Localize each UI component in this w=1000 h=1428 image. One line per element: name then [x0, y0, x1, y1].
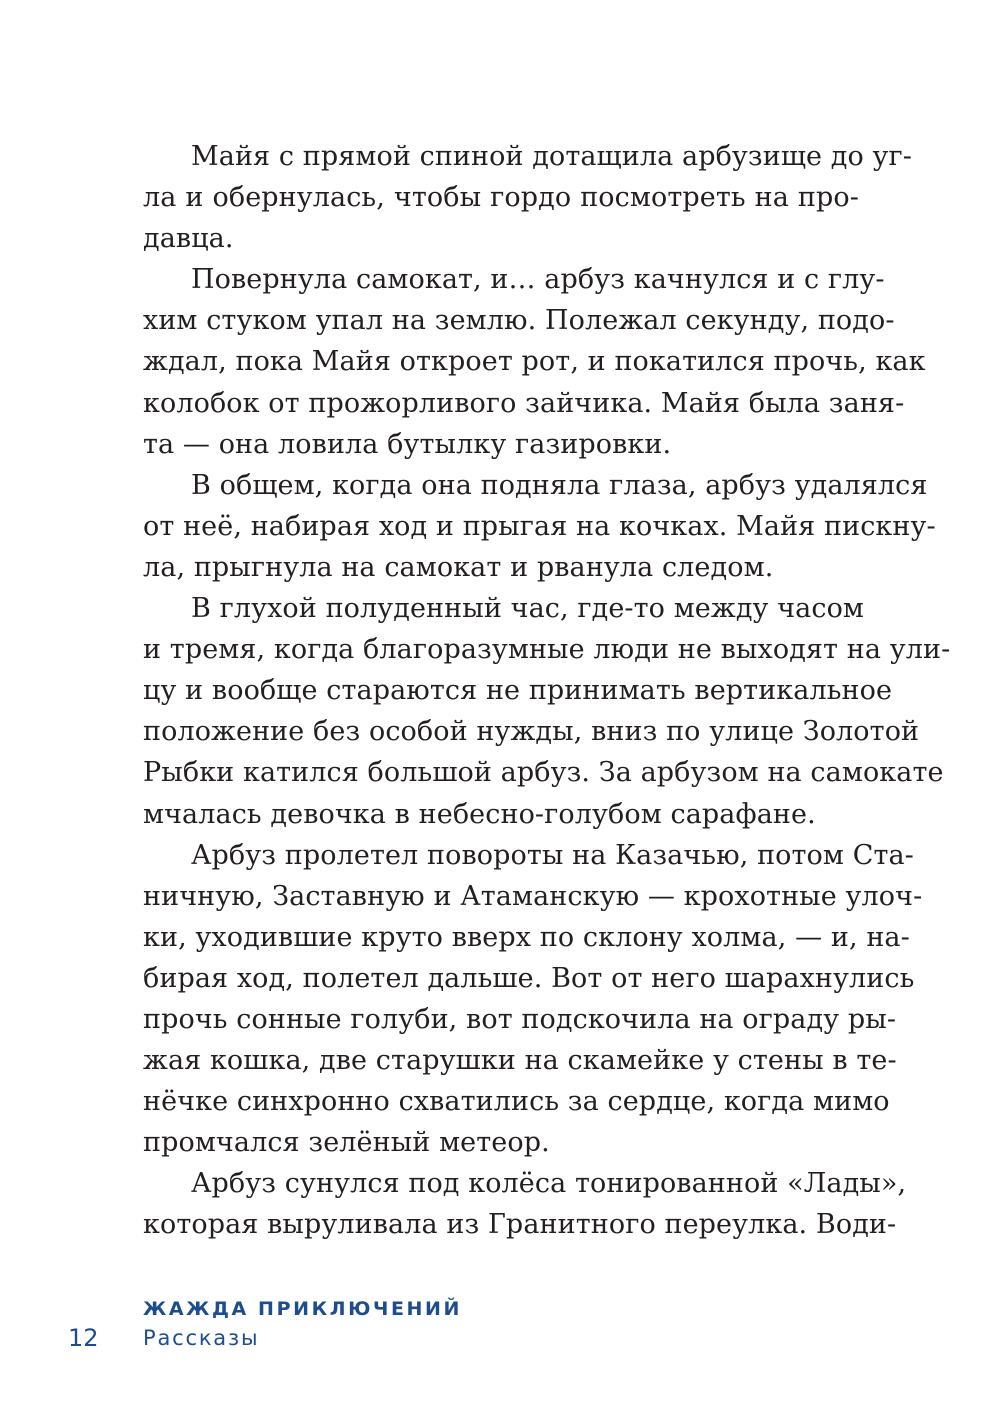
- page-number: 12: [68, 1324, 99, 1352]
- text-line: хим стуком упал на землю. Полежал секунду, подо-: [143, 305, 895, 337]
- text-line: и тремя, когда благоразумные люди не выходят на ули-: [143, 634, 951, 666]
- paragraph: [143, 465, 936, 588]
- text-line: промчался зелёный метеор.: [143, 1127, 550, 1159]
- text-line: положение без особой нужды, вниз по улице Золотой: [143, 716, 920, 748]
- text-line: В общем, когда она подняла глаза, арбуз удалялся: [191, 469, 928, 501]
- text-line: жая кошка, две старушки на скамейке у стены в те-: [143, 1045, 897, 1077]
- body-text: [143, 136, 951, 1246]
- text-line: прочь сонные голуби, вот подскочила на ограду ры-: [143, 1003, 897, 1035]
- paragraph: [143, 588, 951, 835]
- text-line: та — она ловила бутылку газировки.: [143, 428, 672, 460]
- text-line: давца.: [143, 223, 234, 255]
- text-line: ничную, Заставную и Атаманскую — крохотные улоч-: [143, 880, 923, 912]
- text-line: нёчке синхронно схватились за сердце, когда мимо: [143, 1086, 890, 1118]
- text-line: мчалась девочка в небесно-голубом сарафане.: [143, 798, 816, 830]
- text-line: Арбуз пролетел повороты на Казачью, потом Ста-: [191, 839, 914, 871]
- book-series-title: ЖАЖДА ПРИКЛЮЧЕНИЙ: [143, 1298, 463, 1320]
- paragraph: [143, 1163, 907, 1245]
- text-line: колобок от прожорливого зайчика. Майя была заня-: [143, 387, 905, 419]
- text-line: цу и вообще стараются не принимать вертикальное: [143, 675, 893, 707]
- text-line: ки, уходившие круто вверх по склону холма, — и, на-: [143, 921, 910, 953]
- text-line: Майя с прямой спиной дотащила арбузище до уг-: [191, 141, 913, 172]
- text-line: которая выруливала из Гранитного переулка. Води-: [143, 1209, 897, 1241]
- text-line: Повернула самокат, и… арбуз качнулся и с глу-: [191, 264, 885, 296]
- paragraph: [143, 259, 926, 464]
- text-line: ждал, пока Майя откроет рот, и покатился прочь, как: [143, 346, 926, 378]
- paragraph: [143, 136, 913, 259]
- book-section-subtitle: Рассказы: [143, 1326, 260, 1350]
- text-line: бирая ход, полетел дальше. Вот от него шарахнулись: [143, 962, 915, 994]
- text-line: от неё, набирая ход и прыгая на кочках. Майя пискну-: [143, 510, 936, 542]
- text-line: Рыбки катился большой арбуз. За арбузом на самокате: [143, 757, 944, 789]
- text-line: ла, прыгнула на самокат и рванула следом.: [143, 551, 774, 583]
- paragraph: [143, 835, 923, 1164]
- text-line: Арбуз сунулся под колёса тонированной «Лады»,: [191, 1168, 907, 1200]
- text-line: ла и обернулась, чтобы гордо посмотреть на про-: [143, 182, 859, 214]
- text-line: В глухой полуденный час, где-то между часом: [191, 593, 865, 625]
